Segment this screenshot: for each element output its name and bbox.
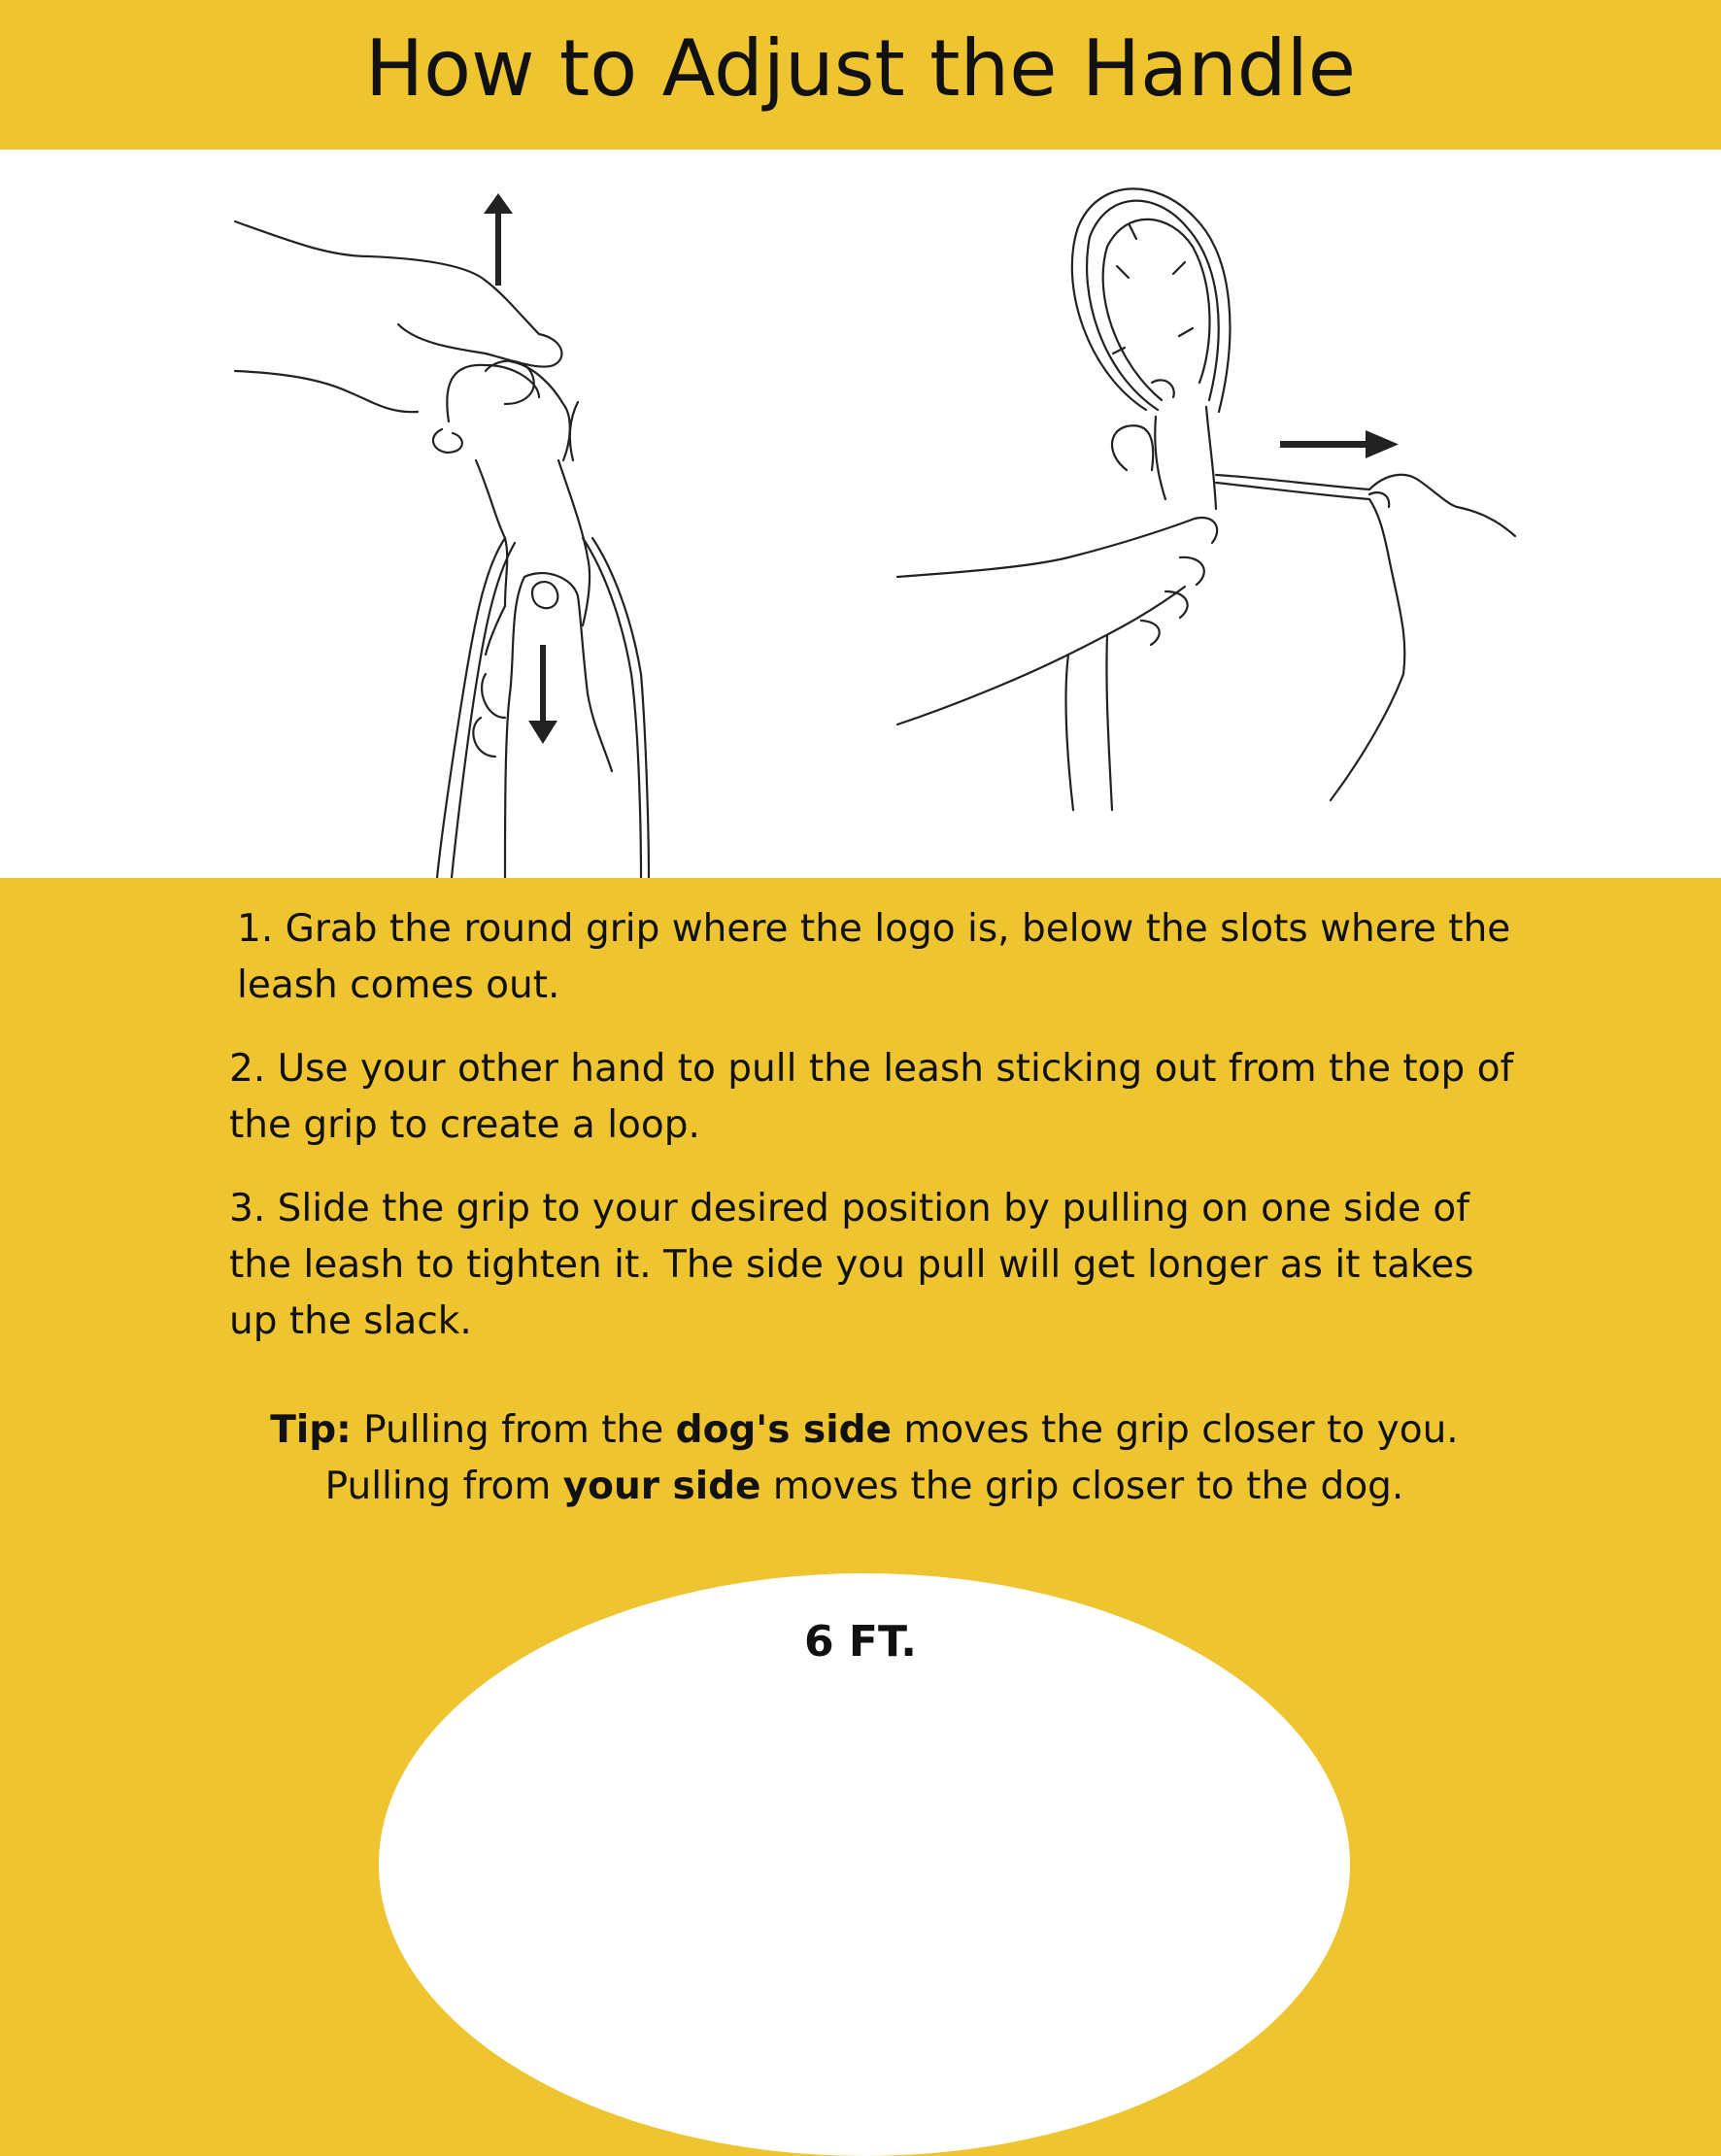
step-2: 2. Use your other hand to pull the leash sticking out from the top of the grip to create a loop.: [229, 1047, 1514, 1147]
arrow-right-icon: [1280, 430, 1399, 458]
arrow-up-icon: [495, 208, 501, 286]
tip-line2-text-b: moves the grip closer to the dog.: [772, 1465, 1404, 1508]
tip-label: Tip:: [270, 1408, 352, 1452]
page-title: How to Adjust the Handle: [364, 22, 1357, 114]
tip-line2-bold: your side: [562, 1465, 761, 1508]
tip-line1-text-a: Pulling from the: [363, 1408, 664, 1452]
left-illustration: [235, 193, 649, 878]
length-badge: 6 FT.: [803, 1617, 918, 1667]
tip-line-2: [214, 1459, 1515, 1515]
step-1: 1. Grab the round grip where the logo is, below the slots where the leash comes out.: [237, 907, 1511, 1007]
tip-line-1: [214, 1402, 1515, 1459]
arrow-down-icon: [540, 645, 546, 727]
step-3: 3. Slide the grip to your desired position by pulling on one side of the leash to tighten it. The side you pull will get longer as it takes up the slack.: [229, 1187, 1474, 1343]
tip-line1-bold: dog's side: [675, 1408, 892, 1452]
right-illustration: [897, 188, 1515, 810]
illustration-panel: [0, 150, 1721, 878]
instruction-steps: [229, 901, 1531, 1377]
tip-block: [214, 1402, 1515, 1515]
header-bar: [0, 0, 1721, 150]
illustrations: [0, 150, 1721, 878]
tip-line1-text-b: moves the grip closer to you.: [903, 1408, 1459, 1452]
tip-line2-text-a: Pulling from: [324, 1465, 552, 1508]
